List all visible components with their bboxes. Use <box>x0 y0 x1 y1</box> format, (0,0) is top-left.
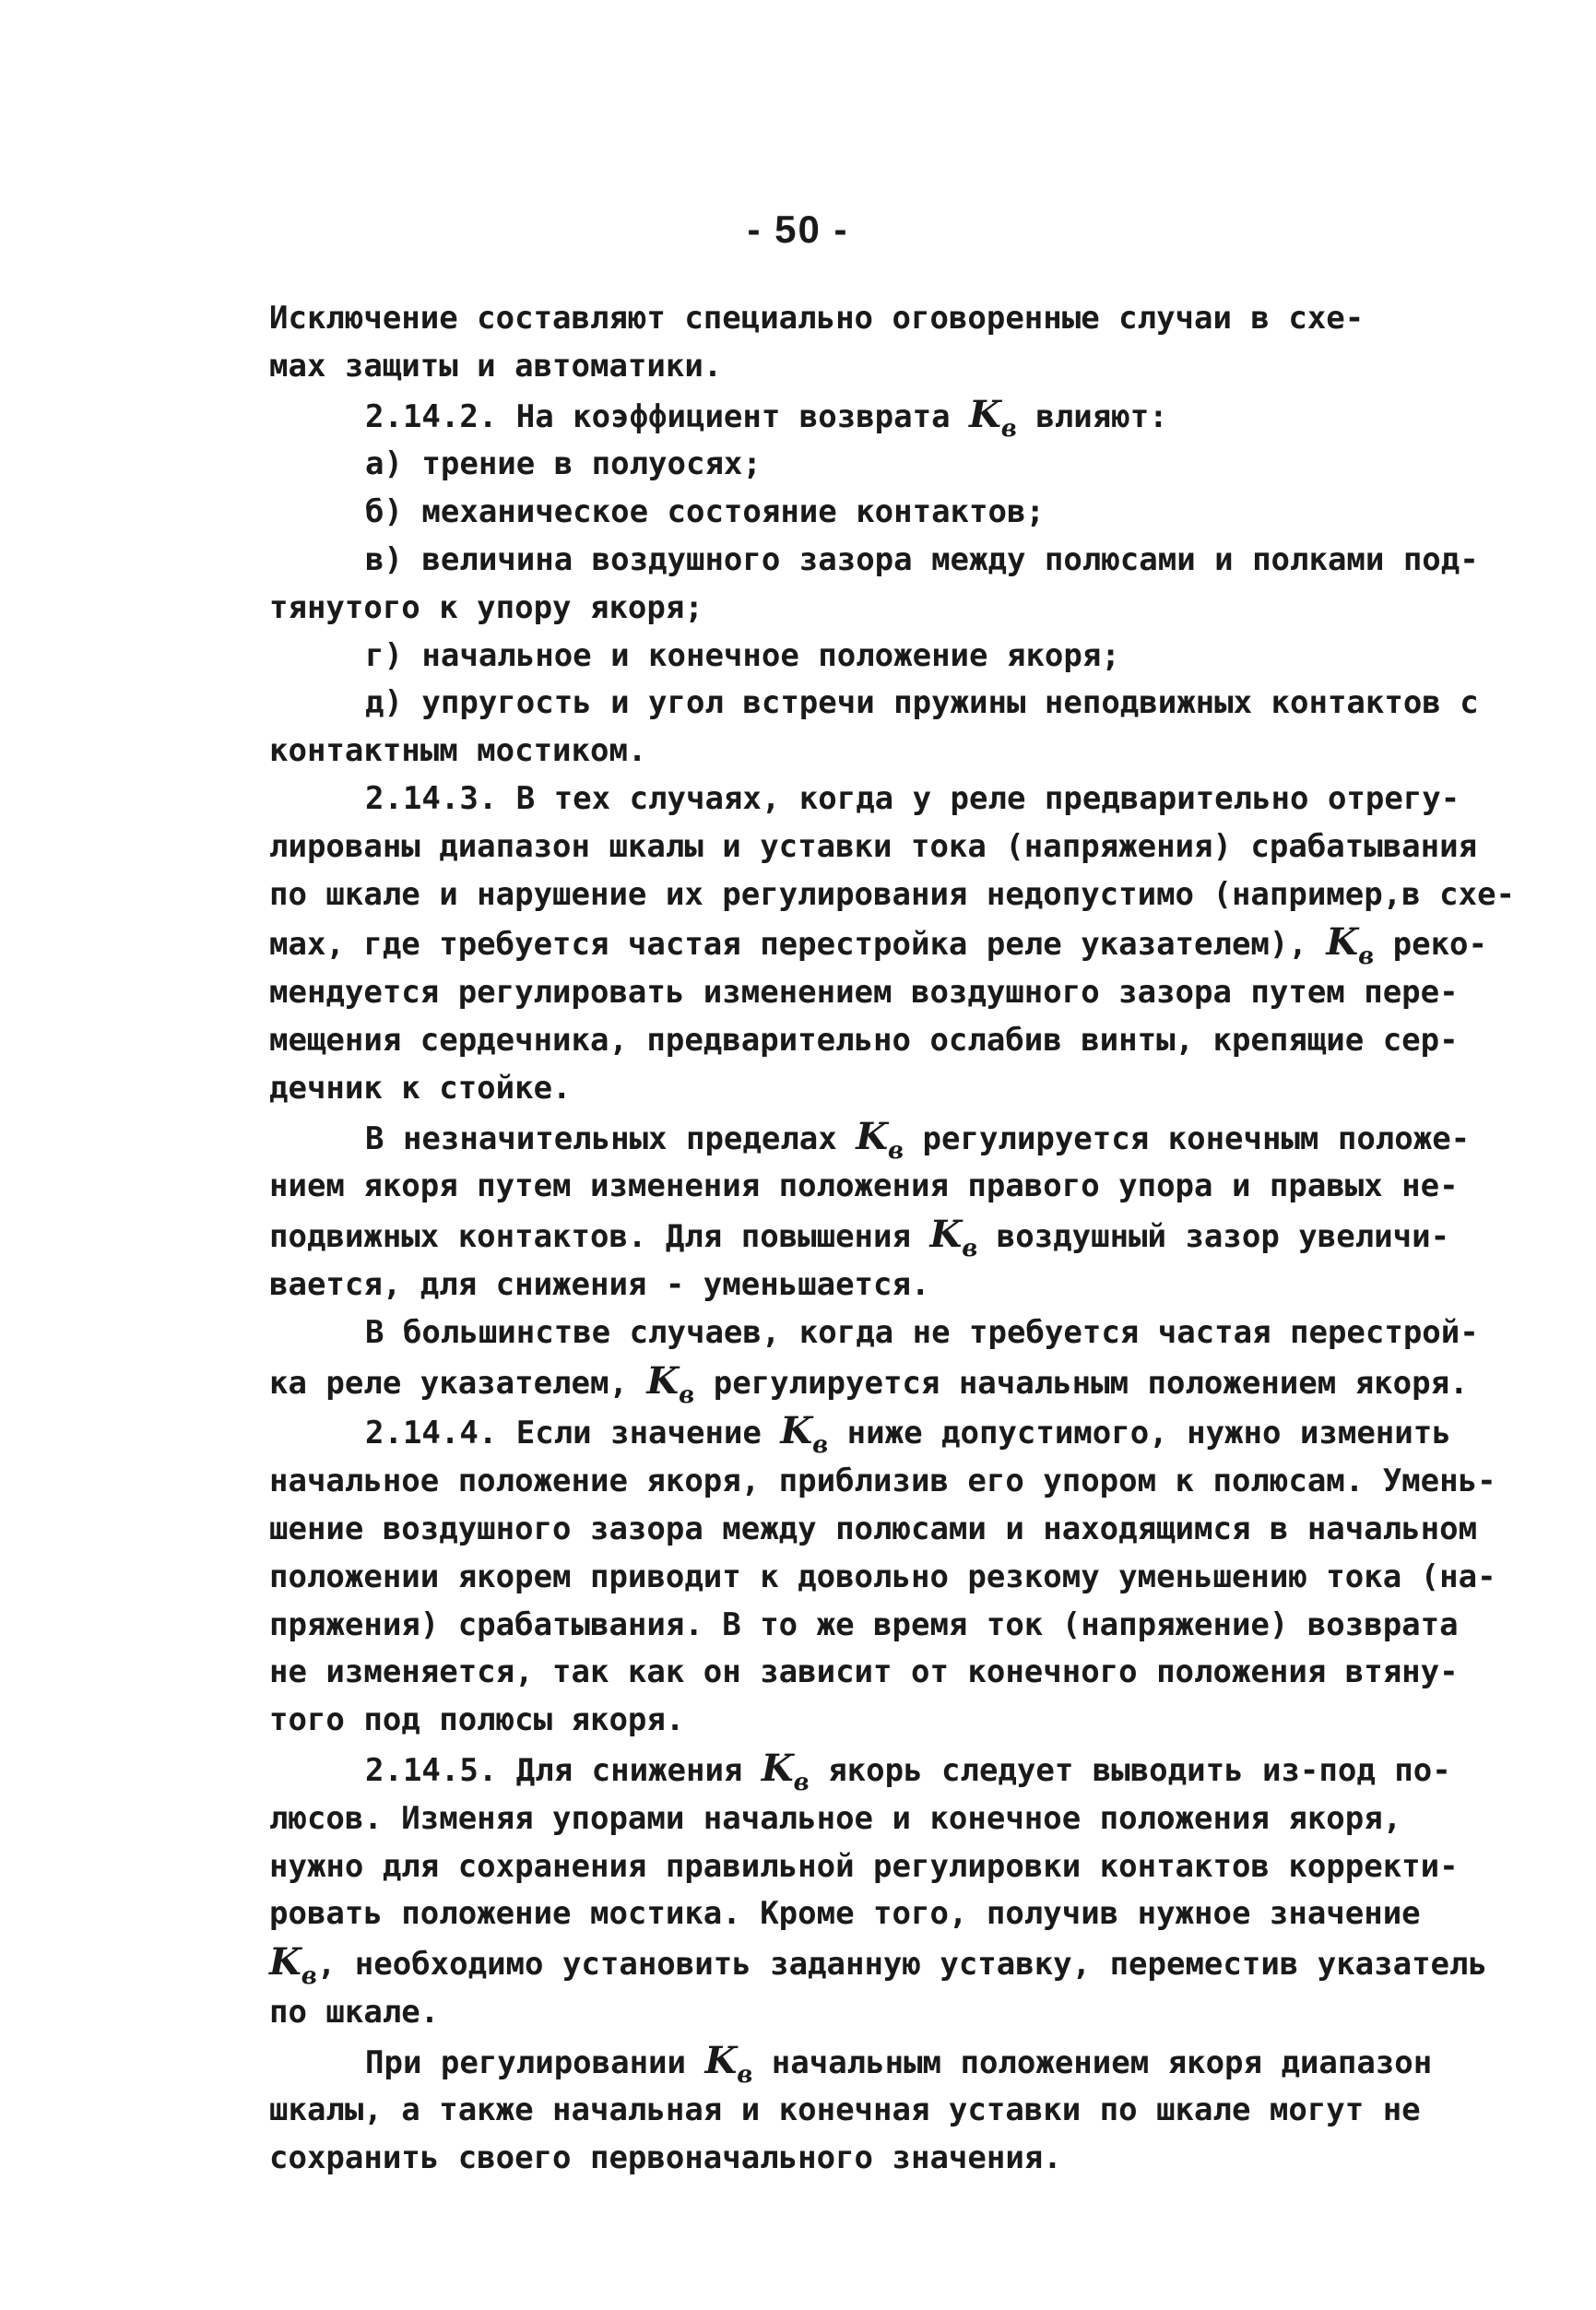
text-line: сохранить своего первоначального значения. <box>269 2139 1062 2177</box>
coefficient-symbol: $K_в$ <box>761 1746 810 1796</box>
text-line: по шкале и нарушение их регулирования недопустимо (например,в схе- <box>269 875 1516 913</box>
page-number: - 50 - <box>747 207 849 251</box>
text-line: ровать положение мостика. Кроме того, получив нужное значение <box>269 1895 1421 1933</box>
coefficient-symbol: $K_в$ <box>780 1409 829 1460</box>
coefficient-symbol: $K_в$ <box>704 2038 753 2089</box>
coefficient-symbol: $K_в$ <box>856 1114 904 1165</box>
text-line: не изменяется, так как он зависит от конечного положения втяну- <box>269 1653 1459 1691</box>
text-line: а) трение в полуосях; <box>365 445 762 483</box>
text-line: дечник к стойке. <box>269 1069 572 1107</box>
text-line: в) величина воздушного зазора между полюсами и полками под- <box>365 540 1479 578</box>
text-line: нием якоря путем изменения положения правого упора и правых не- <box>269 1167 1459 1205</box>
text-line: того под полюсы якоря. <box>269 1701 685 1739</box>
text-line: мах защиты и автоматики. <box>269 347 723 385</box>
text-line: $K_в$, необходимо установить заданную уставку, переместив указатель <box>269 1940 1487 1991</box>
coefficient-symbol: $K_в$ <box>269 1940 317 1991</box>
text-line: люсов. Изменяя упорами начальное и конечное положения якоря, <box>269 1799 1402 1837</box>
text-line: контактным мостиком. <box>269 732 647 770</box>
text-line: вается, для снижения - уменьшается. <box>269 1265 930 1303</box>
text-line: тянутого к упору якоря; <box>269 588 703 626</box>
text-line: 2.14.4. Если значение $K_в$ ниже допустимого, нужно изменить <box>365 1409 1451 1460</box>
text-line: б) механическое состояние контактов; <box>365 493 1045 531</box>
text-line: мещения сердечника, предварительно ослабив винты, крепящие сер- <box>269 1021 1459 1059</box>
text-line: нужно для сохранения правильной регулировки контактов корректи- <box>269 1847 1459 1885</box>
text-line: пряжения) срабатывания. В то же время ток (напряжение) возврата <box>269 1605 1459 1643</box>
coefficient-symbol: $K_в$ <box>929 1213 978 1263</box>
text-line: лированы диапазон шкалы и уставки тока (напряжения) срабатывания <box>269 827 1478 865</box>
text-line: начальное положение якоря, приблизив его упором к полюсам. Умень- <box>269 1463 1496 1500</box>
text-line: шение воздушного зазора между полюсами и находящимся в начальном <box>269 1510 1478 1547</box>
text-line: В незначительных пределах $K_в$ регулируется конечным положе- <box>365 1114 1471 1165</box>
text-line: Исключение составляют специально оговоренные случаи в схе- <box>269 300 1365 337</box>
text-line: д) упругость и угол встречи пружины неподвижных контактов с <box>365 684 1479 722</box>
text-line: ка реле указателем, $K_в$ регулируется начальным положением якоря. <box>269 1358 1469 1409</box>
text-line: 2.14.5. Для снижения $K_в$ якорь следует выводить из-под по- <box>365 1746 1451 1796</box>
text-line: мах, где требуется частая перестройка реле указателем), $K_в$ реко- <box>269 920 1487 971</box>
text-line: положении якорем приводит к довольно резкому уменьшению тока (на- <box>269 1558 1496 1595</box>
text-line: При регулировании $K_в$ начальным положением якоря диапазон <box>365 2038 1433 2089</box>
text-line: мендуется регулировать изменением воздушного зазора путем пере- <box>269 974 1459 1012</box>
text-line: шкалы, а также начальная и конечная уставки по шкале могут не <box>269 2091 1421 2129</box>
text-line: 2.14.3. В тех случаях, когда у реле предварительно отрегу- <box>365 779 1460 817</box>
text-line: подвижных контактов. Для повышения $K_в$ воздушный зазор увеличи- <box>269 1213 1450 1263</box>
text-line: 2.14.2. На коэффициент возврата $K_в$ влияют: <box>365 392 1168 443</box>
coefficient-symbol: $K_в$ <box>969 392 1017 443</box>
coefficient-symbol: $K_в$ <box>1326 920 1375 971</box>
text-line: по шкале. <box>269 1993 440 2031</box>
body-text <box>269 295 1514 2183</box>
coefficient-symbol: $K_в$ <box>646 1358 695 1409</box>
text-line: В большинстве случаев, когда не требуется частая перестрой- <box>365 1313 1479 1351</box>
text-line: г) начальное и конечное положение якоря; <box>365 636 1120 674</box>
